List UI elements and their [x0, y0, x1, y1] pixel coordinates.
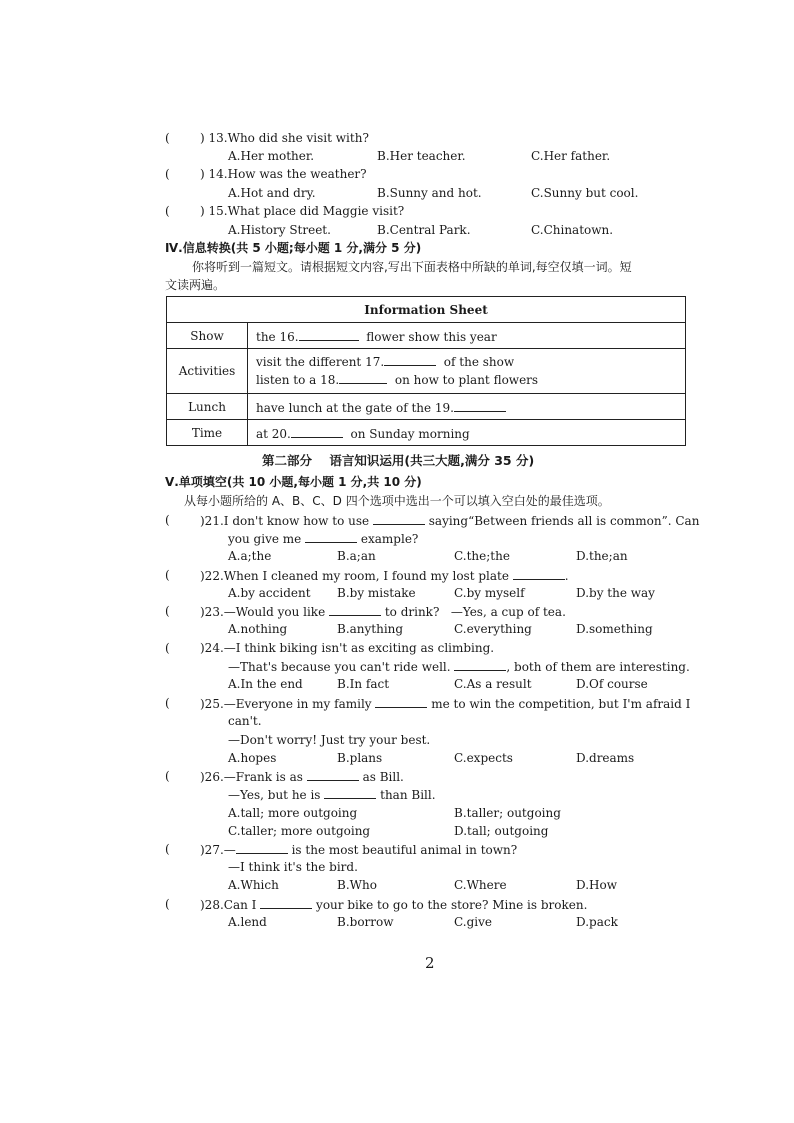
option-b: B.borrow [337, 915, 394, 929]
option-c: C.Chinatown. [531, 223, 614, 237]
option-b: B.plans [337, 751, 383, 765]
option-b: B.by mistake [337, 586, 416, 600]
option-d: D.Of course [576, 677, 648, 691]
answer-blank[interactable] [324, 786, 376, 799]
answer-paren: ( [165, 568, 170, 582]
answer-blank[interactable] [291, 425, 343, 438]
answer-blank[interactable] [384, 353, 436, 366]
option-b: B.taller; outgoing [454, 806, 561, 820]
question-text: ) 15.What place did Maggie visit? [200, 204, 405, 218]
option-c: C.As a result [454, 677, 532, 691]
answer-blank[interactable] [454, 658, 506, 671]
answer-paren: ( [165, 897, 170, 911]
information-sheet-table [166, 296, 686, 446]
answer-blank[interactable] [236, 841, 288, 854]
answer-paren: ( [165, 842, 170, 856]
section-4-title: Ⅳ.信息转换(共 5 小题;每小题 1 分,满分 5 分) [165, 241, 422, 255]
row-content: visit the different 17. of the show listen to a 18. on how to plant flowers [248, 349, 686, 394]
question-text-cont: —That's because you can't ride well. , both of them are interesting. [228, 660, 690, 674]
row-content: at 20. on Sunday morning [248, 420, 686, 446]
row-label: Activities [167, 349, 248, 394]
answer-blank[interactable] [260, 896, 312, 909]
part-2-title: 第二部分 语言知识运用(共三大题,满分 35 分) [262, 453, 535, 468]
option-b: B.In fact [337, 677, 390, 691]
option-d: D.the;an [576, 549, 628, 563]
option-a: A.In the end [228, 677, 303, 691]
option-d: D.How [576, 878, 617, 892]
question-text: )22.When I cleaned my room, I found my lost plate . [200, 569, 569, 583]
option-a: A.by accident [228, 586, 311, 600]
question-text: )27.— is the most beautiful animal in town? [200, 843, 518, 857]
option-a: A.tall; more outgoing [228, 806, 358, 820]
option-c: C.Her father. [531, 149, 611, 163]
section-5-instruction: 从每小题所给的 A、B、C、D 四个选项中选出一个可以填入空白处的最佳选项。 [184, 494, 610, 508]
option-c: C.everything [454, 622, 532, 636]
option-a: A.Which [228, 878, 279, 892]
option-b: B.Sunny and hot. [377, 186, 482, 200]
answer-paren: ( [165, 204, 170, 218]
option-d: D.by the way [576, 586, 655, 600]
answer-paren: ( [165, 604, 170, 618]
option-b: B.Her teacher. [377, 149, 466, 163]
question-text-cont: —Yes, but he is than Bill. [228, 788, 436, 802]
option-a: A.lend [228, 915, 267, 929]
row-content: have lunch at the gate of the 19. [248, 394, 686, 420]
option-c: C.taller; more outgoing [228, 824, 371, 838]
question-text: )24.—I think biking isn't as exciting as climbing. [200, 641, 495, 655]
answer-paren: ( [165, 696, 170, 710]
answer-blank[interactable] [339, 371, 387, 384]
option-b: B.Central Park. [377, 223, 471, 237]
option-d: D.something [576, 622, 653, 636]
option-a: A.Her mother. [228, 149, 315, 163]
question-text: )26.—Frank is as as Bill. [200, 770, 404, 784]
question-text: ) 14.How was the weather? [200, 167, 367, 181]
answer-blank[interactable] [375, 695, 427, 708]
option-a: A.hopes [228, 751, 277, 765]
question-text: ) 13.Who did she visit with? [200, 131, 369, 145]
section-4-instruction-cont: 文读两遍。 [165, 278, 226, 292]
table-row [167, 420, 686, 446]
answer-paren: ( [165, 769, 170, 783]
question-text: )28.Can I your bike to go to the store? Mine is broken. [200, 898, 588, 912]
table-row [167, 394, 686, 420]
question-text: )23.—Would you like to drink? —Yes, a cup of tea. [200, 605, 566, 619]
section-4-instruction: 你将听到一篇短文。请根据短文内容,写出下面表格中所缺的单词,每空仅填一词。短 [192, 260, 632, 274]
option-c: C.the;the [454, 549, 510, 563]
row-label: Time [167, 420, 248, 446]
table-row [167, 323, 686, 349]
answer-blank[interactable] [454, 399, 506, 412]
option-c: C.give [454, 915, 492, 929]
question-text-cont: —I think it's the bird. [228, 860, 358, 874]
option-c: C.Sunny but cool. [531, 186, 639, 200]
option-b: B.Who [337, 878, 377, 892]
option-a: A.a;the [228, 549, 272, 563]
option-c: C.Where [454, 878, 507, 892]
answer-blank[interactable] [307, 768, 359, 781]
question-text-cont: you give me example? [228, 532, 419, 546]
option-d: D.pack [576, 915, 618, 929]
option-a: A.History Street. [228, 223, 331, 237]
option-c: C.expects [454, 751, 513, 765]
answer-blank[interactable] [305, 530, 357, 543]
row-label: Lunch [167, 394, 248, 420]
option-c: C.by myself [454, 586, 525, 600]
answer-paren: ( [165, 641, 170, 655]
answer-blank[interactable] [373, 512, 425, 525]
question-text-cont: —Don't worry! Just try your best. [228, 733, 431, 747]
section-5-title: Ⅴ.单项填空(共 10 小题,每小题 1 分,共 10 分) [165, 475, 422, 489]
option-d: D.tall; outgoing [454, 824, 549, 838]
answer-blank[interactable] [329, 603, 381, 616]
answer-blank[interactable] [299, 328, 359, 341]
answer-paren: ( [165, 167, 170, 181]
table-header: Information Sheet [167, 297, 686, 323]
question-text: )21.I don't know how to use saying“Between friends all is common”. Can [200, 514, 700, 528]
row-content: the 16. flower show this year [248, 323, 686, 349]
option-b: B.a;an [337, 549, 376, 563]
page-number: 2 [425, 954, 435, 972]
option-a: A.nothing [228, 622, 288, 636]
question-text: )25.—Everyone in my family me to win the competition, but I'm afraid I [200, 697, 691, 711]
answer-paren: ( [165, 513, 170, 527]
answer-blank[interactable] [513, 567, 565, 580]
table-row [167, 349, 686, 394]
option-b: B.anything [337, 622, 404, 636]
question-text-cont: can't. [228, 714, 262, 728]
option-d: D.dreams [576, 751, 635, 765]
row-label: Show [167, 323, 248, 349]
option-a: A.Hot and dry. [228, 186, 316, 200]
answer-paren: ( [165, 131, 170, 145]
